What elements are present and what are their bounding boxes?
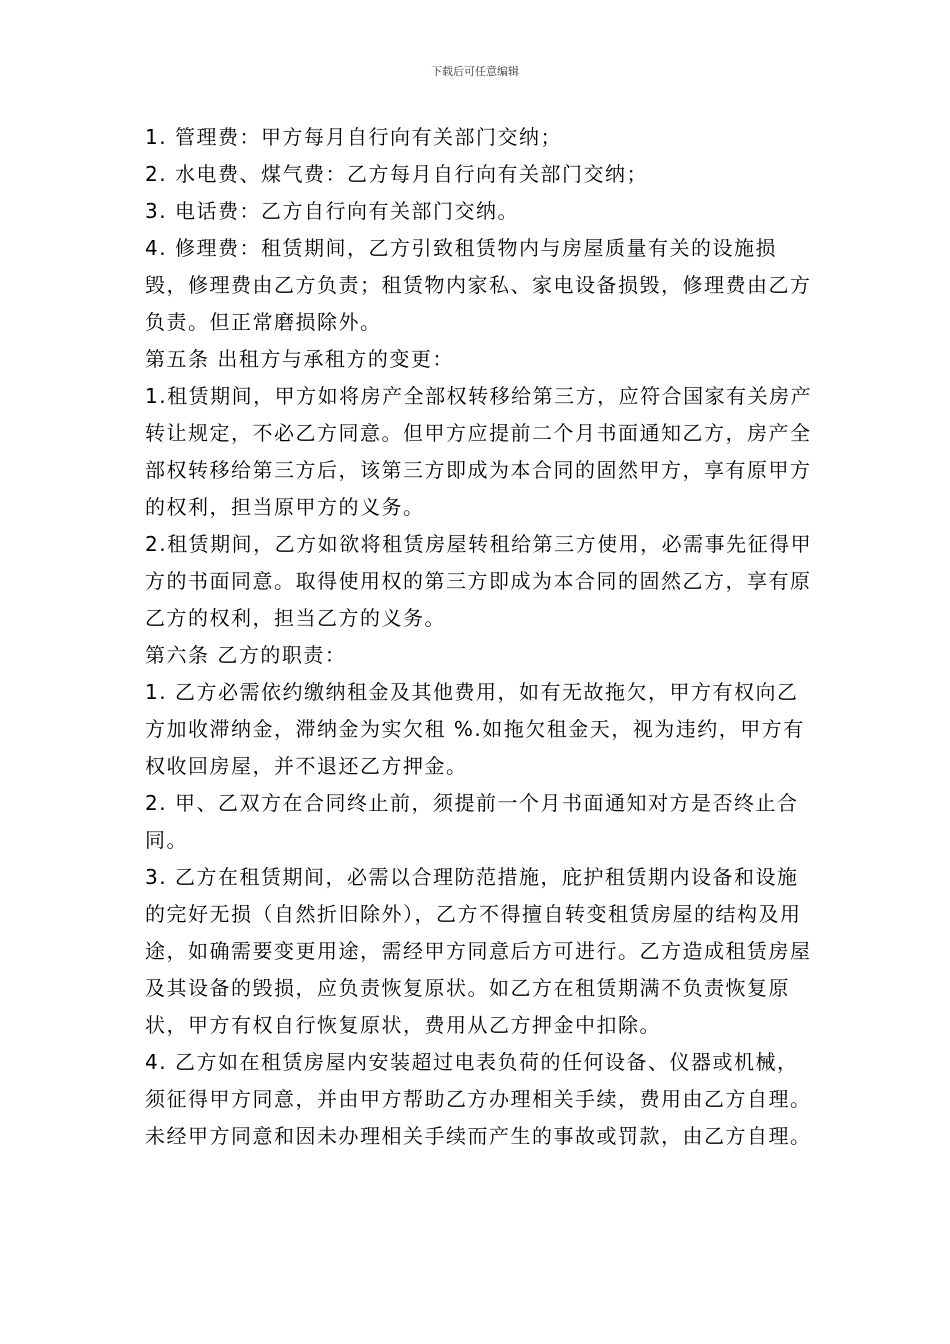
article-six-item-2: 2. 甲、乙双方在合同终止前，须提前一个月书面通知对方是否终止合同。 [145,791,799,852]
article-six-item-1: 1. 乙方必需依约缴纳租金及其他费用，如有无故拖欠，甲方有权向乙方加收滞纳金，滞纳金为实欠租 %.如拖欠租金天，视为违约，甲方有权收回房屋，并不退还乙方押金。 [145,680,805,778]
clause-repair-fee: 4. 修理费：租赁期间，乙方引致租赁物内与房屋质量有关的设施损毁，修理费由乙方负责；租赁物内家私、家电设备损毁，修理费由乙方负责。但正常磨损除外。 [145,236,812,334]
clause-management-fee: 1. 管理费：甲方每月自行向有关部门交纳； [145,125,562,149]
article-five-heading: 第五条 出租方与承租方的变更： [145,347,454,371]
page-header-note: 下载后可任意编辑 [431,65,519,78]
article-five-item-1: 1.租赁期间，甲方如将房产全部权转移给第三方，应符合国家有关房产转让规定，不必乙方同意。但甲方应提前二个月书面通知乙方，房产全部权转移给第三方后，该第三方即成为本合同的固然甲方，享有原甲方的权利，担当原甲方的义务。 [145,384,813,519]
article-five-item-2: 2.租赁期间，乙方如欲将租赁房屋转租给第三方使用，必需事先征得甲方的书面同意。取得使用权的第三方即成为本合同的固然乙方，享有原乙方的权利，担当乙方的义务。 [145,532,813,630]
clause-utilities-fee: 2. 水电费、煤气费：乙方每月自行向有关部门交纳； [145,162,648,186]
article-six-item-3: 3. 乙方在租赁期间，必需以合理防范措施，庇护租赁期内设备和设施的完好无损（自然折旧除外），乙方不得擅自转变租赁房屋的结构及用途，如确需要变更用途，需经甲方同意后方可进行。乙方造成租赁房屋及其设备的毁损，应负责恢复原状。如乙方在租赁期满不负责恢复原状，甲方有权自行恢复原状，费用从乙方押金中扣除。 [145,865,812,1037]
document-body [145,119,815,1155]
clause-phone-fee: 3. 电话费：乙方自行向有关部门交纳。 [145,199,519,223]
article-six-heading: 第六条 乙方的职责： [145,643,347,667]
article-six-item-4: 4. 乙方如在租赁房屋内安装超过电表负荷的任何设备、仪器或机械，须征得甲方同意，并由甲方帮助乙方办理相关手续，费用由乙方自理。未经甲方同意和因未办理相关手续而产生的事故或罚款，由乙方自理。 [145,1050,812,1148]
